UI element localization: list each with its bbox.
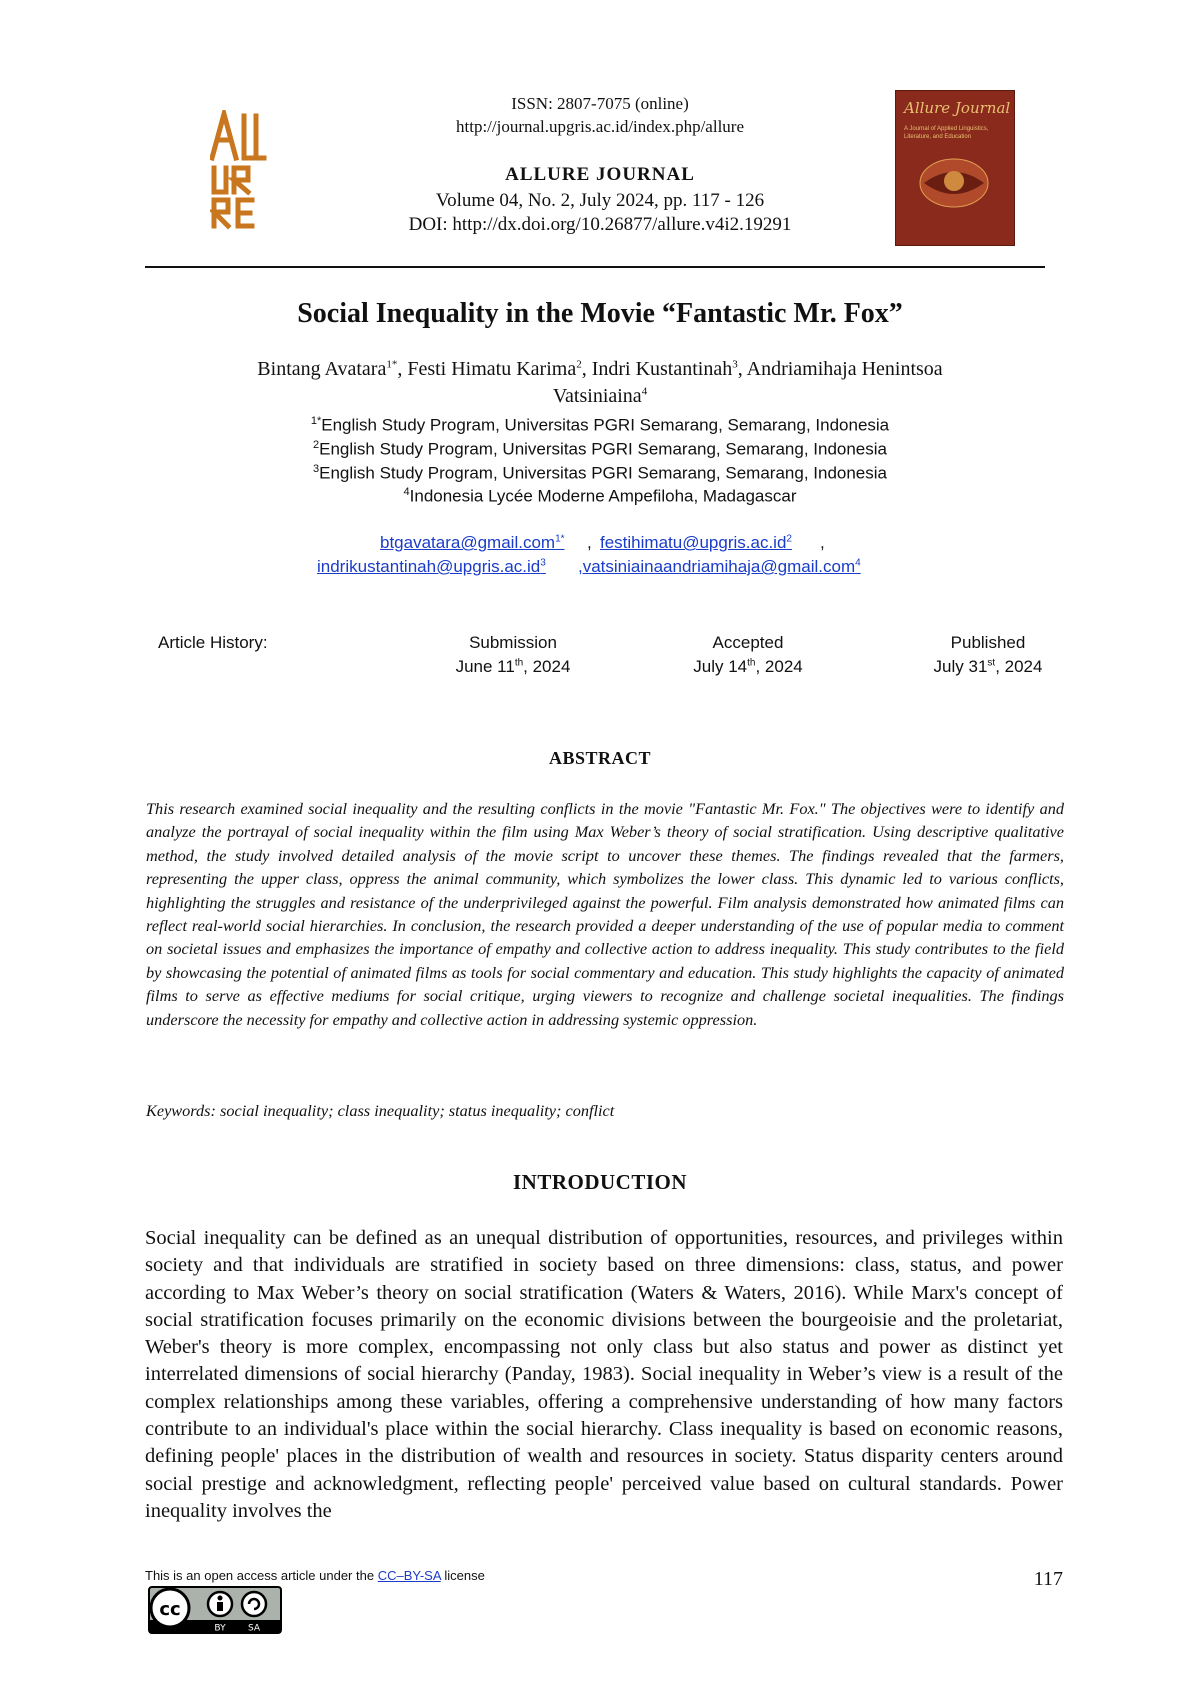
cover-title: Allure Journal [904,99,1011,117]
accepted-label: Accepted [712,633,784,652]
paper-title: Social Inequality in the Movie “Fantastic Mr. Fox” [297,298,903,329]
abstract-body: This research examined social inequality and the resulting conflicts in the movie "Fantastic Mr. Fox." The objectives were to identify and analyze the portrayal of social inequality within the film using Max Weber’s theory of social stratification. Using descriptive qualitative method, the study involved detailed analysis of the movie script to uncover these themes. The findings revealed that the farmers, representing the upper class, oppress the animal community, which symbolizes the lower class. This dynamic led to various conflicts, highlighting the struggles and resistance of the underprivileged against the powerful. Film analysis demonstrated how animated films can reflect real-world social hierarchies. In conclusion, the research provided a deeper understanding of the use of popular media to comment on societal issues and emphasizes the importance of empathy and collective action to address inequality. This study contributes to the field by showcasing the potential of animated films as tools for social commentary and education. This study highlights the capacity of animated films to serve as effective mediums for social critique, urging viewers to recognize and challenge societal inequalities. The findings underscore the necessity for empathy and collective action in addressing systemic oppression. [146,799,1064,1029]
volume-info: Volume 04, No. 2, July 2024, pp. 117 - 126 [435,190,765,211]
published-date: July 31st, 2024 [933,657,1043,676]
license-notice [145,1568,485,1583]
share-alike-icon [242,1592,266,1616]
authors-line-2: Vatsiniaina$^4$ [552,385,648,407]
affiliation-3: $^3$English Study Program, Universitas PGRI Semarang, Semarang, Indonesia [312,463,887,483]
license-suffix: license [440,1568,485,1583]
accepted-date: July 14th, 2024 [693,657,803,676]
introduction-heading: INTRODUCTION [512,1170,688,1194]
submission-date: June 11th, 2024 [455,657,571,676]
cc-by-sa-badge[interactable] [148,1586,282,1639]
affiliation-2: $^2$English Study Program, Universitas PGRI Semarang, Semarang, Indonesia [312,439,887,459]
abstract-heading: ABSTRACT [548,748,652,768]
cover-globe-icon [914,151,994,216]
affiliation-1: $^{1*}$English Study Program, Universitas PGRI Semarang, Semarang, Indonesia [310,415,890,435]
authors-line-1: Bintang Avatara$^{1*}$, Festi Himatu Karima$^2$, Indri Kustantinah$^3$, Andriamihaja Henintsoa [257,358,943,380]
email-separator: , [820,533,825,552]
page-number: 117 [1033,1568,1063,1590]
email-link-4[interactable]: ,vatsiniainaandriamihaja@gmail.com$^4$ [578,557,861,576]
history-label: Article History: [158,633,268,652]
cover-footer [904,232,1004,239]
svg-text:cc: cc [159,1599,181,1620]
issn: ISSN: 2807-7075 (online) [511,94,689,113]
published-label: Published [950,633,1026,652]
journal-name: ALLURE JOURNAL [505,164,695,185]
license-prefix: This is an open access article under the [145,1568,378,1583]
header-divider [145,266,1045,268]
journal-url: http://journal.upgris.ac.id/index.php/allure [456,117,744,136]
badge-sa-label: SA [247,1623,261,1634]
email-link-2[interactable]: $festihimatu@upgris.ac.id^2$ [600,533,792,552]
badge-by-label: BY [214,1623,226,1634]
affiliation-4: $^4$Indonesia Lycée Moderne Ampefiloha, Madagascar [403,486,797,506]
journal-logo [210,110,290,235]
email-separator: , [587,533,592,552]
cover-subtitle: A Journal of Applied Linguistics, Literature, and Education [904,126,989,140]
email-link-1[interactable]: btgavatara@gmail.com$^{1*}$ [380,533,565,552]
introduction-body: Social inequality can be defined as an unequal distribution of opportunities, resources, and privileges within society and that individuals are stratified in society based on three dimensions: class, status, and power according to Max Weber’s theory on social stratification (Waters & Waters, 2016). While Marx's concept of social stratification focuses primarily on the economic divisions between the bourgeoisie and the proletariat, Weber's theory is more complex, encompassing not only class but also status and power as distinct yet interrelated dimensions of social hierarchy (Panday, 1983). Social inequality in Weber’s view is a result of the complex relationships among these variables, offering a comprehensive understanding of how many factors contribute to an individual's place within the social hierarchy. Class inequality is based on economic reasons, defining people' places in the distribution of wealth and resources in society. Status disparity centers around social prestige and acknowledgment, reflecting people' perceived value based on cultural standards. Power inequality involves the [145,1227,1063,1522]
keywords: Keywords: social inequality; class inequality; status inequality; conflict [146,1101,615,1120]
submission-label: Submission [469,633,557,652]
doi: DOI: http://dx.doi.org/10.26877/allure.v4i2.19291 [408,214,792,235]
license-link[interactable]: CC–BY-SA [377,1568,441,1583]
email-link-3[interactable]: $indrikustantinah@upgris.ac.id^3$ [317,557,546,576]
journal-cover-image [895,90,1015,246]
